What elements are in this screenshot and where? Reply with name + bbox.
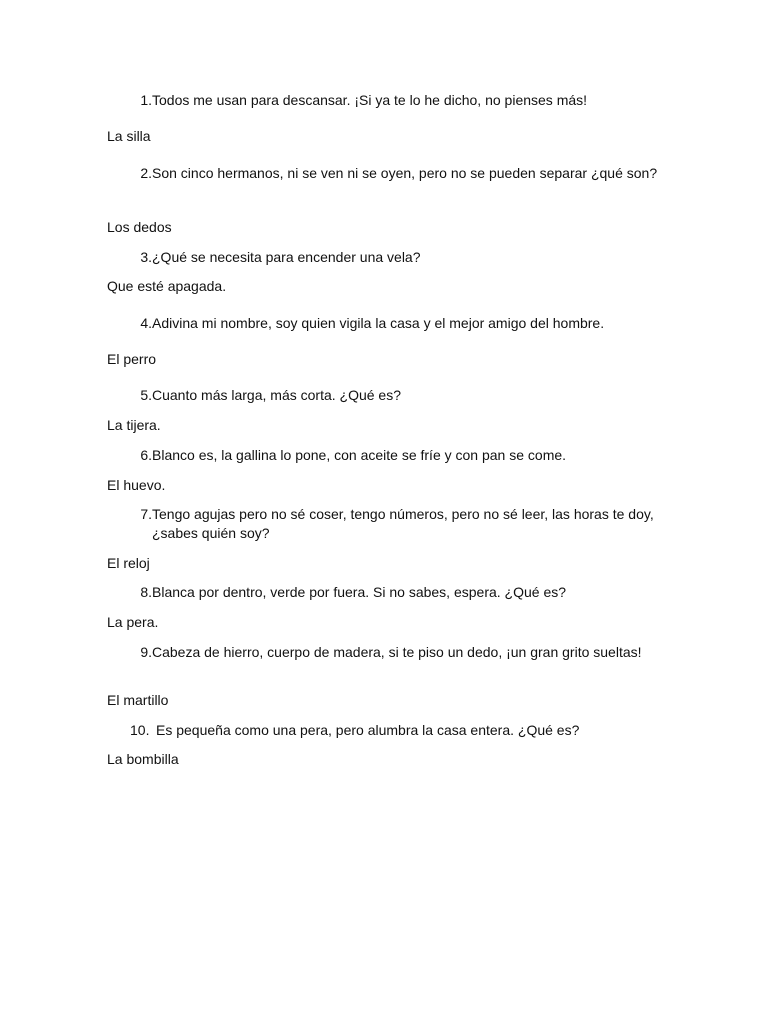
riddle-number: 10. [130,722,150,738]
riddle-answer-10: La bombilla [107,751,179,767]
riddle-question: Es pequeña como una pera, pero alumbra la casa entera. ¿Qué es? [156,722,580,738]
riddle-answer-6: El huevo. [107,477,166,493]
riddle-answer-8: La pera. [107,614,159,630]
riddle-number: 9. [140,644,152,660]
riddle-number: 7. [140,506,152,522]
riddle-question: Tengo agujas pero no sé coser, tengo números, pero no sé leer, las horas te doy, ¿sabes quién soy? [152,506,654,541]
riddle-number: 2. [140,165,152,181]
riddle-1 [126,91,666,110]
riddle-answer-7: El reloj [107,555,150,571]
riddle-answer-4: El perro [107,351,157,367]
riddle-5 [126,386,666,405]
riddle-2 [126,164,666,183]
riddle-number: 5. [140,387,152,403]
riddle-6 [126,446,666,465]
riddle-number: 3. [140,249,152,265]
riddle-question: Blanco es, la gallina lo pone, con aceite se fríe y con pan se come. [152,447,567,463]
riddle-question: Cabeza de hierro, cuerpo de madera, si te piso un dedo, ¡un gran grito sueltas! [152,644,642,660]
riddle-question: Adivina mi nombre, soy quien vigila la casa y el mejor amigo del hombre. [152,315,605,331]
riddle-question: Cuanto más larga, más corta. ¿Qué es? [152,387,401,403]
riddle-answer-3: Que esté apagada. [107,278,227,294]
riddle-answer-5: La tijera. [107,417,161,433]
riddle-4 [126,314,666,333]
riddle-answer-1: La silla [107,128,151,144]
riddle-number: 8. [140,584,152,600]
riddle-9 [126,643,666,662]
riddle-8 [126,583,666,602]
riddle-question: ¿Qué se necesita para encender una vela? [152,249,421,265]
riddle-number: 4. [140,315,152,331]
riddle-answer-9: El martillo [107,692,169,708]
riddle-7 [126,505,666,543]
riddle-number: 1. [140,92,152,108]
riddle-question: Blanca por dentro, verde por fuera. Si no sabes, espera. ¿Qué es? [152,584,567,600]
riddle-question: Todos me usan para descansar. ¡Si ya te lo he dicho, no pienses más! [152,92,588,108]
riddle-answer-2: Los dedos [107,219,172,235]
riddle-question: Son cinco hermanos, ni se ven ni se oyen, pero no se pueden separar ¿qué son? [152,165,658,181]
riddle-10 [126,721,666,740]
riddle-number: 6. [140,447,152,463]
riddle-3 [126,248,666,267]
